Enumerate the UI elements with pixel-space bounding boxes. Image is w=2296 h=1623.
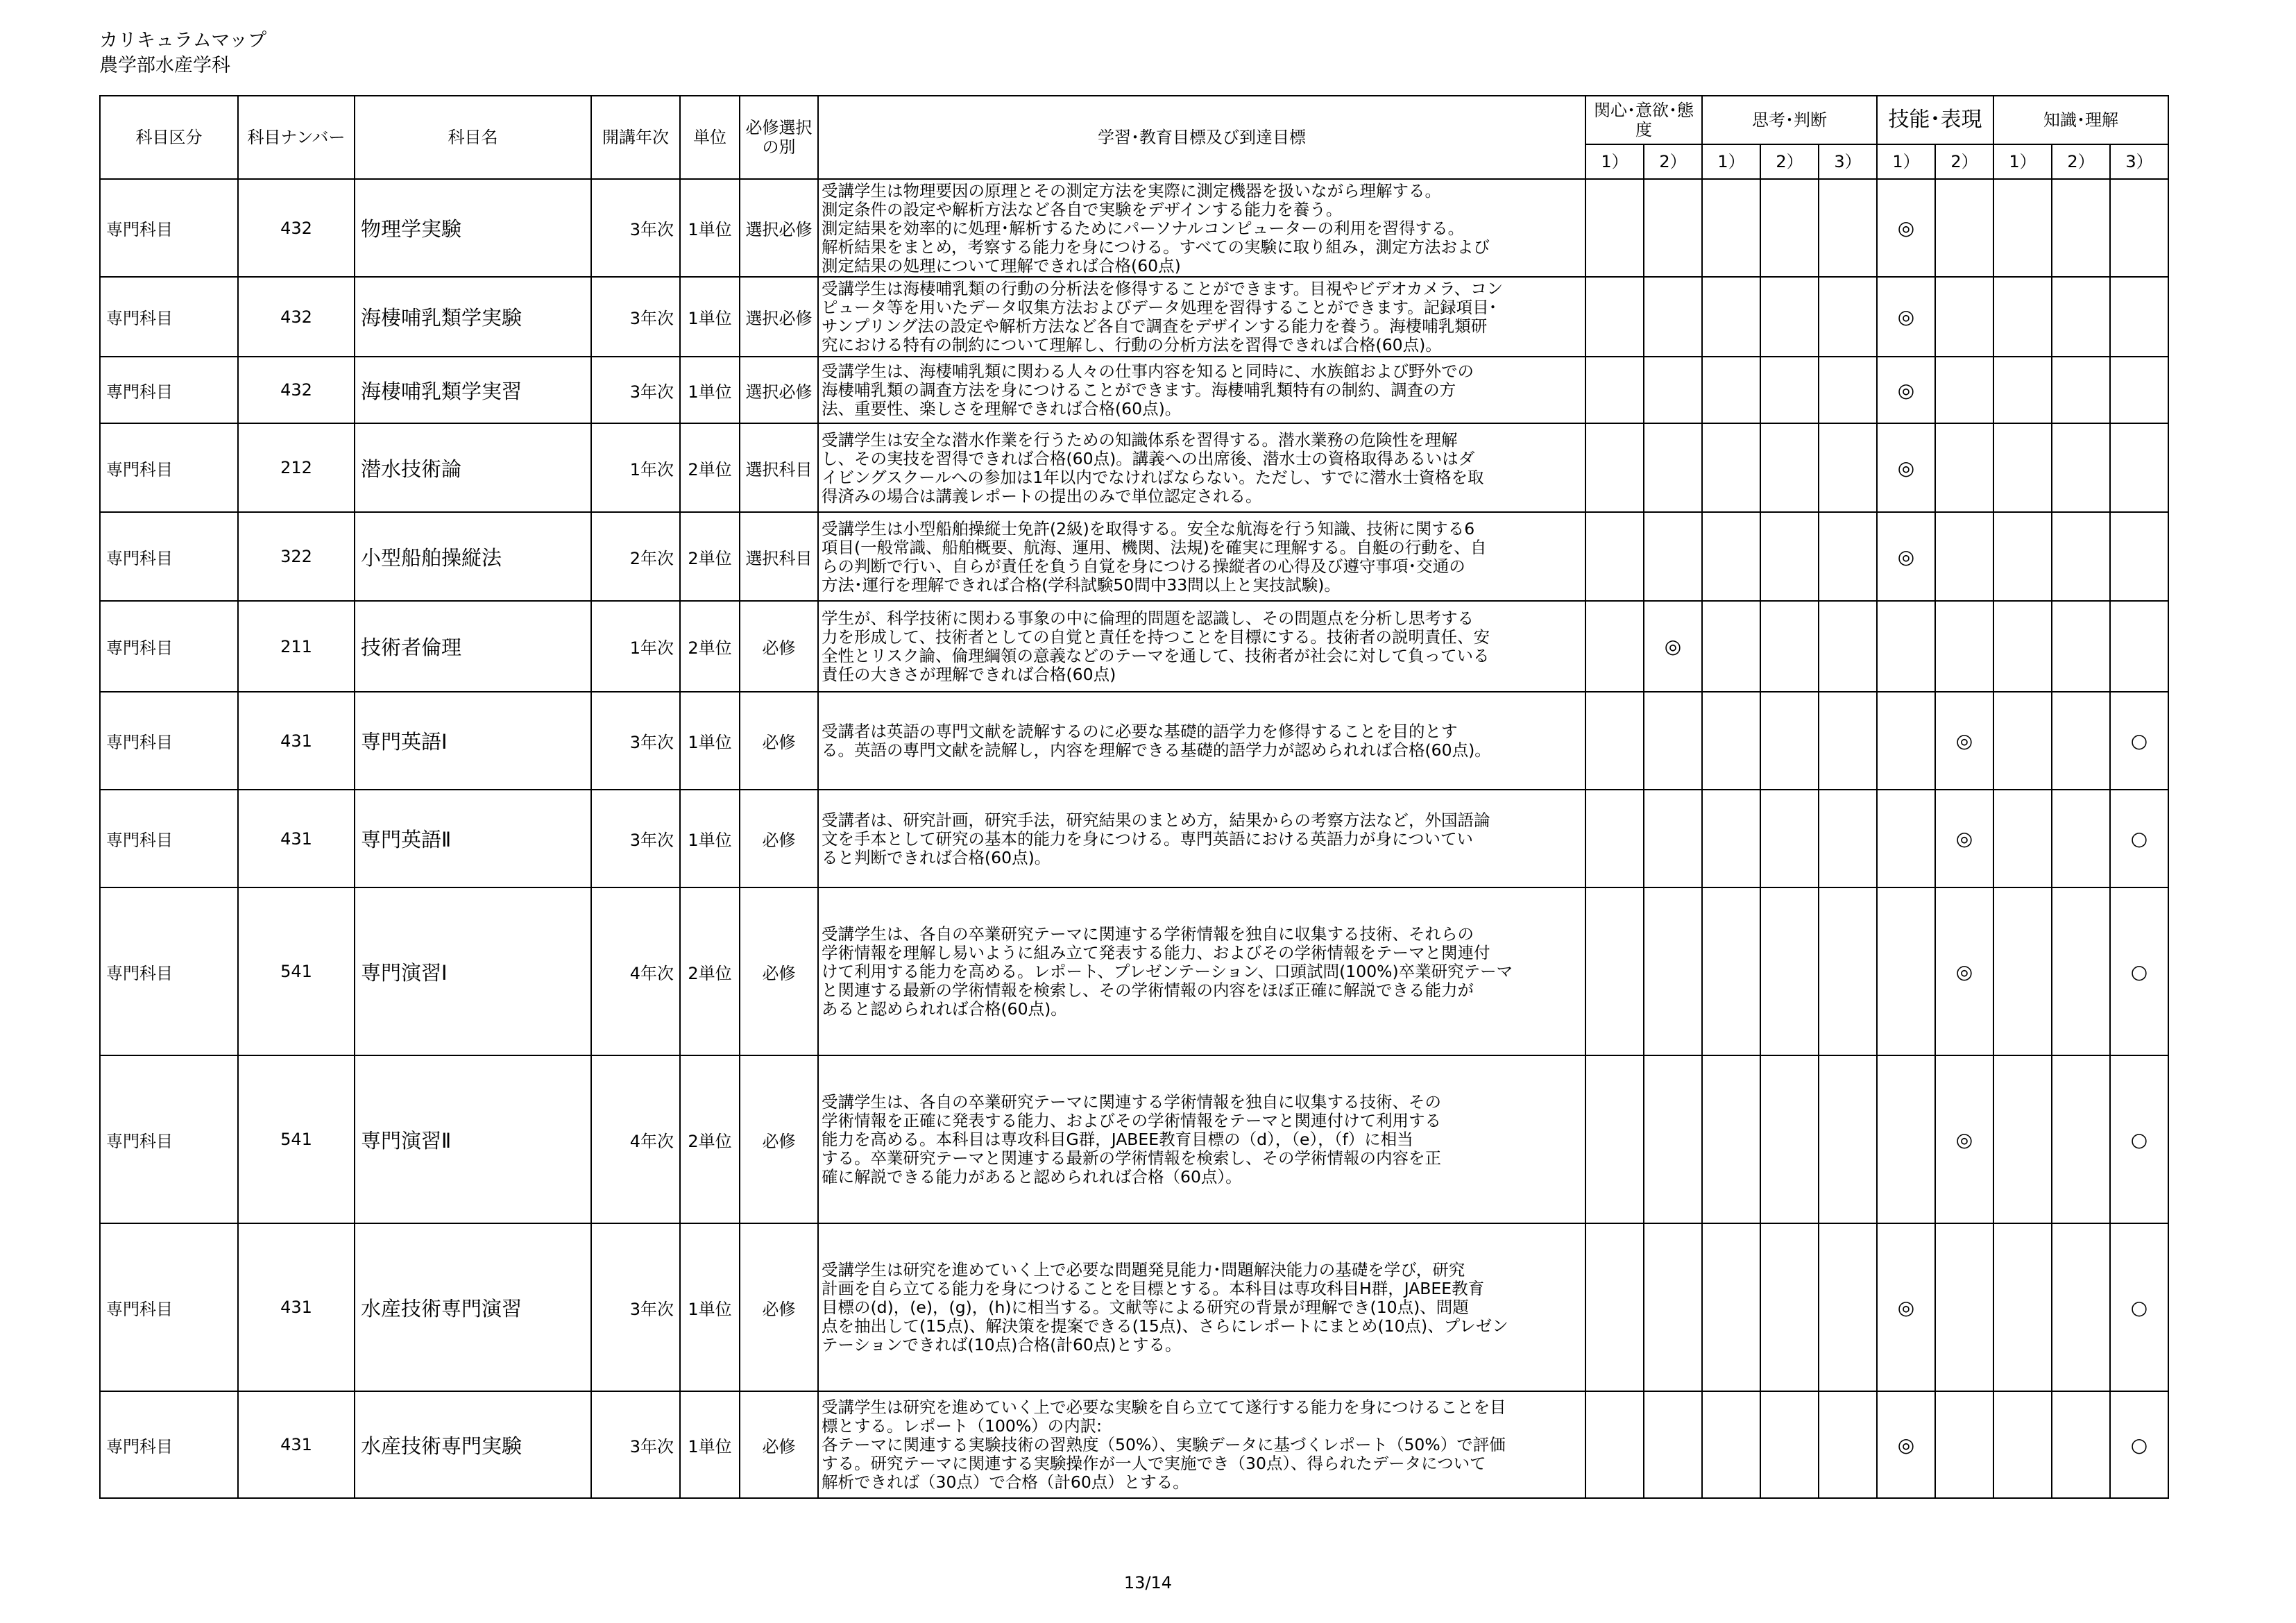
- goal-line: 受講学生は、海棲哺乳類に関わる人々の仕事内容を知ると同時に、水族館および野外での: [822, 362, 1474, 381]
- number-cell: 212: [238, 423, 355, 512]
- year-cell: 2年次: [591, 512, 680, 601]
- mark-cell: [2110, 277, 2168, 357]
- header-number: 科目ナンバー: [238, 96, 355, 179]
- mark-cell: [1702, 1223, 1760, 1391]
- goal-line: 能力を高める。本科目は専攻科目G群，JABEE教育目標の（d），（e），（f）に相当: [822, 1130, 1413, 1149]
- goal-line: 受講学生は、各自の卒業研究テーマに関連する学術情報を独自に収集する技術、その: [822, 1092, 1441, 1112]
- goal-line: 測定結果の処理について理解できれば合格(60点): [822, 255, 1181, 275]
- header-sub: 1）: [1877, 144, 1935, 179]
- goals-cell: [818, 887, 1585, 1055]
- goal-line: 点を抽出して(15点)、解決策を提案できる(15点)、さらにレポートにまとめ(10点)、プレゼン: [822, 1316, 1508, 1336]
- mark-cell: [1644, 179, 1702, 277]
- name-cell: 海棲哺乳類学実習: [355, 357, 591, 423]
- category-cell: 専門科目: [100, 423, 238, 512]
- mark-cell: [1877, 1055, 1935, 1223]
- mark-cell: [1760, 601, 1819, 692]
- mark-cell: ◎: [1644, 601, 1702, 692]
- goal-line: 受講学生は小型船舶操縦士免許(2級)を取得する。安全な航海を行う知識、技術に関する6: [822, 518, 1475, 538]
- goal-line: サンプリング法の設定や解析方法など各自で調査をデザインする能力を養う。海棲哺乳類研: [822, 316, 1488, 336]
- mark-cell: ○: [2110, 790, 2168, 887]
- goal-line: 受講学生は物理要因の原理とその測定方法を実際に測定機器を扱いながら理解する。: [822, 180, 1441, 201]
- mark-cell: [1819, 512, 1877, 601]
- mark-cell: [1935, 601, 1993, 692]
- required-cell: 必修: [740, 601, 818, 692]
- name-cell: 水産技術専門演習: [355, 1223, 591, 1391]
- mark-cell: [1819, 423, 1877, 512]
- mark-cell: [1585, 423, 1644, 512]
- name-cell: 海棲哺乳類学実験: [355, 277, 591, 357]
- mark-cell: [1702, 277, 1760, 357]
- mark-cell: [1819, 1391, 1877, 1498]
- mark-cell: [1993, 277, 2052, 357]
- header-sub: 2）: [1760, 144, 1819, 179]
- mark-cell: [1644, 887, 1702, 1055]
- mark-cell: [1877, 790, 1935, 887]
- table-row: [100, 887, 2168, 1055]
- mark-cell: ○: [2110, 1223, 2168, 1391]
- header-group-skill: 技能･表現: [1877, 96, 1993, 144]
- year-cell: 3年次: [591, 692, 680, 790]
- goal-line: 受講者は、研究計画，研究手法，研究結果のまとめ方，結果からの考察方法など，外国語論: [822, 810, 1490, 830]
- mark-cell: [1585, 1055, 1644, 1223]
- goal-line: 得済みの場合は講義レポートの提出のみで単位認定される。: [822, 486, 1262, 506]
- number-cell: 431: [238, 1391, 355, 1498]
- goal-line: 全性とリスク論、倫理綱領の意義などのテーマを通して、技術者が社会に対して負っている: [822, 646, 1490, 665]
- mark-cell: [1819, 601, 1877, 692]
- year-cell: 3年次: [591, 277, 680, 357]
- goals-cell: [818, 357, 1585, 423]
- mark-cell: ◎: [1935, 790, 1993, 887]
- mark-cell: [1935, 357, 1993, 423]
- mark-cell: [1760, 357, 1819, 423]
- mark-cell: [1993, 423, 2052, 512]
- table-row: [100, 179, 2168, 277]
- goal-line: イビングスクールへの参加は1年以内でなければならない。ただし、すでに潜水士資格を取: [822, 467, 1484, 487]
- goal-line: 学術情報を正確に発表する能力、およびその学術情報をテーマと関連付けて利用する: [822, 1111, 1441, 1130]
- mark-cell: [1760, 277, 1819, 357]
- mark-cell: [1819, 277, 1877, 357]
- unit-cell: 1単位: [680, 692, 740, 790]
- mark-cell: [1702, 423, 1760, 512]
- mark-cell: [1760, 692, 1819, 790]
- mark-cell: [2052, 692, 2110, 790]
- number-cell: 541: [238, 887, 355, 1055]
- goals-cell: [818, 512, 1585, 601]
- name-cell: 専門演習Ⅱ: [355, 1055, 591, 1223]
- required-cell: 必修: [740, 1391, 818, 1498]
- mark-cell: [1935, 179, 1993, 277]
- category-cell: 専門科目: [100, 179, 238, 277]
- header-group-interest: 関心･意欲･態度: [1585, 96, 1702, 144]
- table-row: [100, 277, 2168, 357]
- mark-cell: [1702, 601, 1760, 692]
- mark-cell: [1819, 790, 1877, 887]
- mark-cell: [1644, 692, 1702, 790]
- number-cell: 431: [238, 790, 355, 887]
- mark-cell: ○: [2110, 692, 2168, 790]
- curriculum-map-table: [99, 95, 2169, 1499]
- mark-cell: [1585, 601, 1644, 692]
- page-number: 13/14: [1123, 1573, 1173, 1592]
- category-cell: 専門科目: [100, 357, 238, 423]
- mark-cell: [1585, 179, 1644, 277]
- mark-cell: [1702, 1055, 1760, 1223]
- mark-cell: [1644, 1223, 1702, 1391]
- number-cell: 431: [238, 1223, 355, 1391]
- goal-line: と関連する最新の学術情報を検索し、その学術情報の内容をほぼ正確に解説できる能力が: [822, 980, 1474, 1000]
- mark-cell: [1585, 692, 1644, 790]
- mark-cell: ◎: [1877, 179, 1935, 277]
- table-row: [100, 357, 2168, 423]
- mark-cell: [1760, 512, 1819, 601]
- header-sub: 1）: [1702, 144, 1760, 179]
- mark-cell: [2110, 357, 2168, 423]
- mark-cell: [1760, 1223, 1819, 1391]
- goal-line: ると判断できれば合格(60点)。: [822, 847, 1051, 867]
- table-row: [100, 1223, 2168, 1391]
- mark-cell: [1644, 512, 1702, 601]
- name-cell: 専門演習Ⅰ: [355, 887, 591, 1055]
- mark-cell: [2052, 1223, 2110, 1391]
- goal-line: する。研究テーマに関連する実験操作が一人で実施でき（30点）、得られたデータについて: [822, 1454, 1486, 1473]
- number-cell: 322: [238, 512, 355, 601]
- goals-cell: [818, 1391, 1585, 1498]
- goal-line: 受講学生は研究を進めていく上で必要な実験を自ら立てて遂行する能力を身につけることを目: [822, 1397, 1506, 1417]
- mark-cell: [1702, 692, 1760, 790]
- mark-cell: [1760, 1055, 1819, 1223]
- mark-cell: [1644, 277, 1702, 357]
- goal-line: 解析結果をまとめ，考察する能力を身につける。すべての実験に取り組み，測定方法および: [822, 237, 1490, 257]
- unit-cell: 1単位: [680, 179, 740, 277]
- mark-cell: [2052, 179, 2110, 277]
- mark-cell: [1993, 512, 2052, 601]
- goal-line: 計画を自ら立てる能力を身につけることを目標とする。本科目は専攻科目H群，JABEE教育: [822, 1279, 1485, 1298]
- mark-cell: [1819, 1223, 1877, 1391]
- goal-line: 受講学生は研究を進めていく上で必要な問題発見能力･問題解決能力の基礎を学び，研究: [822, 1260, 1465, 1280]
- mark-cell: ◎: [1877, 1223, 1935, 1391]
- required-cell: 選択必修: [740, 179, 818, 277]
- name-cell: 専門英語Ⅰ: [355, 692, 591, 790]
- goal-line: 解析できれば（30点）で合格（計60点）とする。: [822, 1472, 1189, 1492]
- mark-cell: [2052, 512, 2110, 601]
- mark-cell: [1819, 887, 1877, 1055]
- goals-cell: [818, 601, 1585, 692]
- mark-cell: [1585, 357, 1644, 423]
- category-cell: 専門科目: [100, 601, 238, 692]
- unit-cell: 2単位: [680, 512, 740, 601]
- mark-cell: [1993, 1391, 2052, 1498]
- mark-cell: [2052, 1391, 2110, 1498]
- header-group-thinking: 思考･判断: [1702, 96, 1877, 144]
- unit-cell: 2単位: [680, 887, 740, 1055]
- goal-line: 標とする。レポート（100%）の内訳:: [822, 1416, 1103, 1436]
- table-row: [100, 1391, 2168, 1498]
- goal-line: 受講学生は安全な潜水作業を行うための知識体系を習得する。潜水業務の危険性を理解: [822, 430, 1458, 450]
- mark-cell: [2052, 423, 2110, 512]
- mark-cell: ◎: [1877, 357, 1935, 423]
- goals-cell: [818, 179, 1585, 277]
- table-row: [100, 790, 2168, 887]
- goal-line: 学生が、科学技術に関わる事象の中に倫理的問題を認識し、その問題点を分析し思考する: [822, 609, 1474, 628]
- goal-line: テーションできれば(10点)合格(計60点)とする。: [822, 1335, 1182, 1354]
- goal-line: 測定条件の設定や解析方法など各自で実験をデザインする能力を養う。: [822, 199, 1343, 219]
- mark-cell: [1935, 512, 1993, 601]
- header-sub: 1）: [1993, 144, 2052, 179]
- header-sub: 3）: [1819, 144, 1877, 179]
- mark-cell: ◎: [1877, 1391, 1935, 1498]
- number-cell: 432: [238, 179, 355, 277]
- mark-cell: ◎: [1877, 512, 1935, 601]
- year-cell: 3年次: [591, 790, 680, 887]
- year-cell: 4年次: [591, 887, 680, 1055]
- table-body: [100, 179, 2168, 1498]
- name-cell: 水産技術専門実験: [355, 1391, 591, 1498]
- category-cell: 専門科目: [100, 1391, 238, 1498]
- mark-cell: [1993, 1223, 2052, 1391]
- required-cell: 必修: [740, 1055, 818, 1223]
- goal-line: けて利用する能力を高める。レポート、プレゼンテーション、口頭試問(100%)卒業研究テーマ: [822, 962, 1513, 981]
- mark-cell: [2052, 277, 2110, 357]
- goal-line: 確に解説できる能力があると認められれば合格（60点）。: [822, 1167, 1242, 1187]
- mark-cell: [1760, 790, 1819, 887]
- number-cell: 432: [238, 357, 355, 423]
- category-cell: 専門科目: [100, 1055, 238, 1223]
- number-cell: 211: [238, 601, 355, 692]
- mark-cell: [1585, 887, 1644, 1055]
- name-cell: 専門英語Ⅱ: [355, 790, 591, 887]
- goal-line: あると認められれば合格(60点)。: [822, 999, 1067, 1019]
- required-cell: 選択科目: [740, 512, 818, 601]
- mark-cell: [1644, 423, 1702, 512]
- category-cell: 専門科目: [100, 1223, 238, 1391]
- goal-line: 目標の(d)，(e)，(g)，(h)に相当する。文献等による研究の背景が理解でき(10点)、問題: [822, 1298, 1469, 1317]
- mark-cell: [1993, 357, 2052, 423]
- header-category: 科目区分: [100, 96, 238, 179]
- mark-cell: [1935, 1391, 1993, 1498]
- required-cell: 選択科目: [740, 423, 818, 512]
- goal-line: する。卒業研究テーマと関連する最新の学術情報を検索し、その学術情報の内容を正: [822, 1148, 1441, 1168]
- category-cell: 専門科目: [100, 692, 238, 790]
- mark-cell: [1935, 423, 1993, 512]
- header-goals: 学習･教育目標及び到達目標: [818, 96, 1585, 179]
- name-cell: 技術者倫理: [355, 601, 591, 692]
- mark-cell: ◎: [1877, 277, 1935, 357]
- mark-cell: ○: [2110, 1055, 2168, 1223]
- category-cell: 専門科目: [100, 512, 238, 601]
- header-sub: 3）: [2110, 144, 2168, 179]
- number-cell: 432: [238, 277, 355, 357]
- year-cell: 3年次: [591, 1223, 680, 1391]
- goal-line: 受講者は英語の専門文献を読解するのに必要な基礎的語学力を修得することを目的とす: [822, 722, 1458, 741]
- header-unit: 単位: [680, 96, 740, 179]
- category-cell: 専門科目: [100, 887, 238, 1055]
- header-name: 科目名: [355, 96, 591, 179]
- mark-cell: [1644, 1391, 1702, 1498]
- mark-cell: ◎: [1935, 887, 1993, 1055]
- mark-cell: [1585, 277, 1644, 357]
- required-cell: 必修: [740, 692, 818, 790]
- mark-cell: [2052, 790, 2110, 887]
- mark-cell: [2110, 601, 2168, 692]
- mark-cell: [1702, 357, 1760, 423]
- document-title: カリキュラムマップ: [99, 30, 267, 51]
- mark-cell: [2052, 601, 2110, 692]
- goal-line: 力を形成して、技術者としての自覚と責任を持つことを目標にする。技術者の説明責任、安: [822, 627, 1490, 647]
- year-cell: 3年次: [591, 179, 680, 277]
- mark-cell: [2110, 423, 2168, 512]
- mark-cell: [1877, 887, 1935, 1055]
- unit-cell: 1単位: [680, 1223, 740, 1391]
- mark-cell: [1993, 601, 2052, 692]
- header-sub: 2）: [1644, 144, 1702, 179]
- unit-cell: 1単位: [680, 357, 740, 423]
- department-title: 農学部水産学科: [99, 55, 230, 76]
- category-cell: 専門科目: [100, 790, 238, 887]
- unit-cell: 1単位: [680, 277, 740, 357]
- goals-cell: [818, 1223, 1585, 1391]
- mark-cell: [1993, 179, 2052, 277]
- goals-cell: [818, 1055, 1585, 1223]
- mark-cell: [1819, 179, 1877, 277]
- goals-cell: [818, 790, 1585, 887]
- mark-cell: ◎: [1935, 692, 1993, 790]
- mark-cell: [1702, 790, 1760, 887]
- mark-cell: [1585, 1391, 1644, 1498]
- required-cell: 必修: [740, 887, 818, 1055]
- required-cell: 選択必修: [740, 277, 818, 357]
- goal-line: 項目(一般常識、船舶概要、航海、運用、機関、法規)を確実に理解する。自艇の行動を、自: [822, 537, 1487, 557]
- mark-cell: [1702, 1391, 1760, 1498]
- goal-line: 法、重要性、楽しさを理解できれば合格(60点)。: [822, 399, 1182, 418]
- mark-cell: [1760, 179, 1819, 277]
- table-row: [100, 692, 2168, 790]
- mark-cell: [1644, 357, 1702, 423]
- mark-cell: [2052, 357, 2110, 423]
- unit-cell: 2単位: [680, 423, 740, 512]
- mark-cell: [1935, 277, 1993, 357]
- table-row: [100, 1055, 2168, 1223]
- goal-line: 測定結果を効率的に処理･解析するためにパーソナルコンピューターの利用を習得する。: [822, 218, 1465, 238]
- name-cell: 小型船舶操縦法: [355, 512, 591, 601]
- unit-cell: 1単位: [680, 1391, 740, 1498]
- required-cell: 選択必修: [740, 357, 818, 423]
- unit-cell: 2単位: [680, 601, 740, 692]
- goal-line: 各テーマに関連する実験技術の習熟度（50%）、実験データに基づくレポート（50%）で評価: [822, 1435, 1506, 1454]
- mark-cell: [2110, 512, 2168, 601]
- mark-cell: [1585, 512, 1644, 601]
- mark-cell: [1993, 692, 2052, 790]
- goal-line: し、その実技を習得できれば合格(60点)。講義への出席後、潜水士の資格取得あるいはダ: [822, 448, 1475, 468]
- mark-cell: [1993, 1055, 2052, 1223]
- mark-cell: [1585, 1223, 1644, 1391]
- mark-cell: [1993, 887, 2052, 1055]
- mark-cell: [2110, 179, 2168, 277]
- year-cell: 4年次: [591, 1055, 680, 1223]
- unit-cell: 1単位: [680, 790, 740, 887]
- mark-cell: ○: [2110, 887, 2168, 1055]
- mark-cell: [1585, 790, 1644, 887]
- year-cell: 3年次: [591, 1391, 680, 1498]
- goal-line: 責任の大きさが理解できれば合格(60点): [822, 665, 1116, 684]
- name-cell: 潜水技術論: [355, 423, 591, 512]
- goals-cell: [818, 277, 1585, 357]
- mark-cell: [2052, 887, 2110, 1055]
- table-row: [100, 601, 2168, 692]
- name-cell: 物理学実験: [355, 179, 591, 277]
- table-row: [100, 512, 2168, 601]
- mark-cell: [1644, 790, 1702, 887]
- mark-cell: [1760, 423, 1819, 512]
- year-cell: 1年次: [591, 423, 680, 512]
- mark-cell: [2052, 1055, 2110, 1223]
- mark-cell: [1819, 692, 1877, 790]
- mark-cell: [1877, 601, 1935, 692]
- mark-cell: [1993, 790, 2052, 887]
- goals-cell: [818, 423, 1585, 512]
- goal-line: る。英語の専門文献を読解し，内容を理解できる基礎的語学力が認められれば合格(60点)。: [822, 740, 1491, 760]
- table-row: [100, 423, 2168, 512]
- header-sub: 2）: [2052, 144, 2110, 179]
- goal-line: ピュータ等を用いたデータ収集方法およびデータ処理を習得することができます。記録項目･: [822, 298, 1497, 317]
- mark-cell: [1702, 887, 1760, 1055]
- required-cell: 必修: [740, 1223, 818, 1391]
- goal-line: 究における特有の制約について理解し、行動の分析方法を習得できれば合格(60点)。: [822, 335, 1442, 355]
- year-cell: 3年次: [591, 357, 680, 423]
- header-required: 必修選択の別: [740, 96, 818, 179]
- unit-cell: 2単位: [680, 1055, 740, 1223]
- header-sub: 2）: [1935, 144, 1993, 179]
- mark-cell: [1935, 1223, 1993, 1391]
- mark-cell: [1760, 1391, 1819, 1498]
- goal-line: 方法･運行を理解できれば合格(学科試験50問中33問以上と実技試験)。: [822, 575, 1341, 595]
- mark-cell: ◎: [1935, 1055, 1993, 1223]
- header-sub: 1）: [1585, 144, 1644, 179]
- number-cell: 431: [238, 692, 355, 790]
- goal-line: 文を手本として研究の基本的能力を身につける。専門英語における英語力が身についてい: [822, 829, 1474, 849]
- goals-cell: [818, 692, 1585, 790]
- mark-cell: [1644, 1055, 1702, 1223]
- goal-line: 海棲哺乳類の調査方法を身につけることができます。海棲哺乳類特有の制約、調査の方: [822, 380, 1456, 400]
- required-cell: 必修: [740, 790, 818, 887]
- number-cell: 541: [238, 1055, 355, 1223]
- header-group-knowledge: 知識･理解: [1993, 96, 2168, 144]
- mark-cell: ○: [2110, 1391, 2168, 1498]
- mark-cell: [1702, 512, 1760, 601]
- mark-cell: [1877, 692, 1935, 790]
- mark-cell: [1819, 1055, 1877, 1223]
- mark-cell: [1760, 887, 1819, 1055]
- year-cell: 1年次: [591, 601, 680, 692]
- mark-cell: [1819, 357, 1877, 423]
- goal-line: 受講学生は、各自の卒業研究テーマに関連する学術情報を独自に収集する技術、それらの: [822, 924, 1474, 944]
- goal-line: らの判断で行い、自らが責任を負う自覚を身につける操縦者の心得及び遵守事項･交通の: [822, 556, 1465, 576]
- mark-cell: ◎: [1877, 423, 1935, 512]
- category-cell: 専門科目: [100, 277, 238, 357]
- goal-line: 学術情報を理解し易いように組み立て発表する能力、およびその学術情報をテーマと関連付: [822, 943, 1490, 962]
- goal-line: 受講学生は海棲哺乳類の行動の分析法を修得することができます。目視やビデオカメラ、コン: [822, 279, 1504, 298]
- header-year: 開講年次: [591, 96, 680, 179]
- mark-cell: [1702, 179, 1760, 277]
